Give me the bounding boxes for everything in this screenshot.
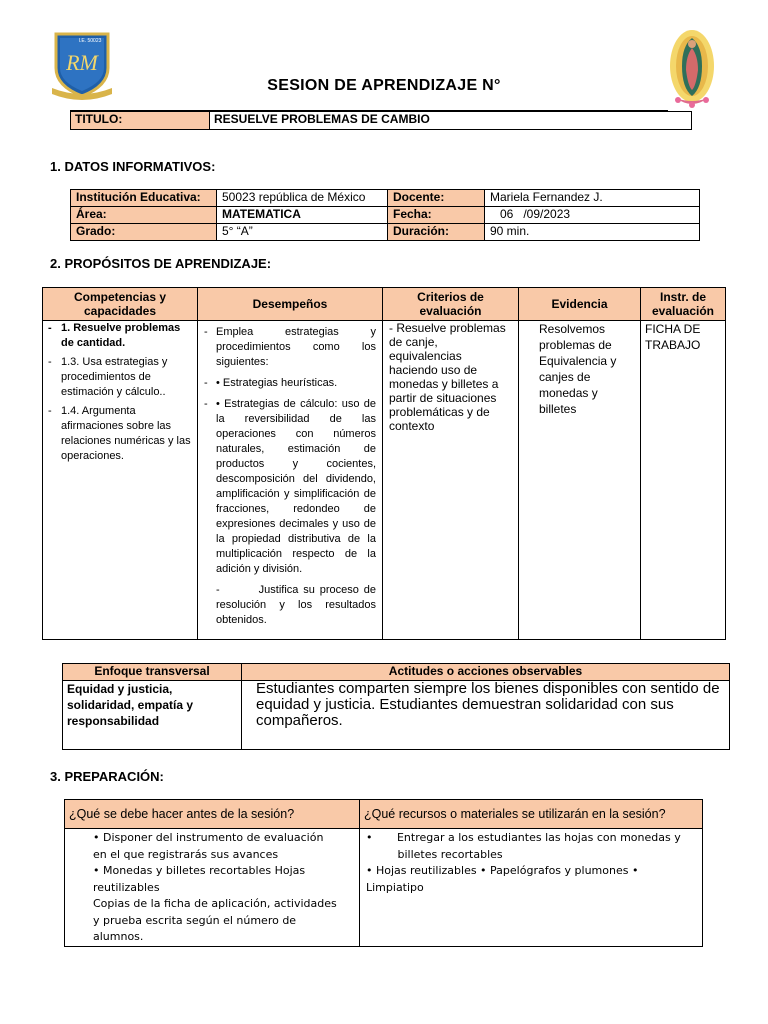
prep-line: billetes recortables [366,847,503,861]
desempenos-cell [198,321,383,640]
preparacion-table [64,799,703,947]
titulo-value: RESUELVE PROBLEMAS DE CAMBIO [210,112,692,130]
col-header-criterios: Criterios de evaluación [383,288,519,321]
actitudes-value: Estudiantes comparten siempre los bienes disponibles con sentido de equidad y justicia. Estudiantes demuestran solidaridad con sus compañeros. [242,681,730,750]
competencia-item: - 1.3. Usa estrategias y procedimientos de estimación y cálculo.. [48,356,168,398]
section-preparacion: 3. PREPARACIÓN: [50,769,164,784]
prep-line: • Entregar a los estudiantes las hojas con monedas y [366,831,681,844]
prep-line: alumnos. [93,930,144,943]
prep-resources-cell [360,829,703,947]
fecha-value: 06 /09/2023 [485,207,700,224]
datos-table [70,189,700,241]
docente-label: Docente: [388,190,485,207]
col-header-desempenos: Desempeños [198,288,383,321]
col-header-evidencia: Evidencia [519,288,641,321]
grado-value: 5° “A” [217,224,388,241]
desempeno-item: - • Estrategias de cálculo: uso de la reversibilidad de las operaciones con números naturales, estimación de productos y cocientes, descomposición del dividendo, amplificación y simplificación de fracciones, redondeo de expresiones decimales y uso de la propiedad distributiva de la multiplicación respecto de la adición y división. [204,398,376,575]
section-datos: 1. DATOS INFORMATIVOS: [50,159,216,174]
criterios-cell: - Resuelve problemas de canje, equivalencias haciendo uso de monedas y billetes a partir de situaciones problemáticas y de contexto [383,321,519,640]
section-propositos: 2. PROPÓSITOS DE APRENDIZAJE: [50,256,272,271]
page-title: SESION DE APRENDIZAJE N° [267,77,501,94]
logo-school-number: I.E. 50023 [78,38,102,44]
instrumento-cell: FICHA DE TRABAJO [641,321,726,640]
prep-line: • Disponer del instrumento de evaluación [93,831,324,844]
desempeno-item: - Emplea estrategias y procedimientos como los siguientes: [204,326,376,368]
inst-label: Institución Educativa: [71,190,217,207]
grado-label: Grado: [71,224,217,241]
actitudes-header: Actitudes o acciones observables [242,664,730,681]
col-header-competencias: Competencias y capacidades [43,288,198,321]
prep-line: Limpiatipo [366,880,424,894]
docente-value: Mariela Fernandez J. [485,190,700,207]
prep-line: • Monedas y billetes recortables Hojas [93,864,306,877]
prep-line: y prueba escrita según el número de [93,913,297,927]
prep-before-cell [65,829,360,947]
enfoque-table [62,663,730,750]
prep-header-resources: ¿Qué recursos o materiales se utilizarán en la sesión? [360,800,703,829]
titulo-label: TITULO: [71,112,210,130]
titulo-table [70,111,692,130]
enfoque-value: Equidad y justicia, solidaridad, empatía y responsabilidad [63,681,242,750]
competencias-cell [43,321,198,640]
prep-line: reutilizables [93,880,160,894]
area-value: MATEMATICA [217,207,388,224]
evidencia-cell: Resolvemos problemas de Equivalencia y canjes de monedas y billetes [519,321,641,640]
duracion-label: Duración: [388,224,485,241]
area-label: Área: [71,207,217,224]
enfoque-header: Enfoque transversal [63,664,242,681]
inst-value: 50023 república de México [217,190,388,207]
prep-line: Copias de la ficha de aplicación, actividades [93,897,337,910]
virgin-image [664,26,720,110]
desempeno-item: - • Estrategias heurísticas. [204,377,338,389]
logo-initials: RM [66,50,98,75]
duracion-value: 90 min. [485,224,700,241]
propositos-table [42,287,726,640]
prep-line: en el que registrarás sus avances [93,847,279,861]
fecha-label: Fecha: [388,207,485,224]
competencia-item: - 1. Resuelve problemas de cantidad. [48,322,181,349]
desempeno-item: - Justifica su proceso de resolución y los resultados obtenidos. [216,584,380,626]
prep-line: • Hojas reutilizables • Papelógrafos y plumones • [366,864,639,877]
col-header-instrumento: Instr. de evaluación [641,288,726,321]
competencia-item: - 1.4. Argumenta afirmaciones sobre las relaciones numéricas y las operaciones. [48,405,191,462]
prep-header-before: ¿Qué se debe hacer antes de la sesión? [65,800,360,829]
